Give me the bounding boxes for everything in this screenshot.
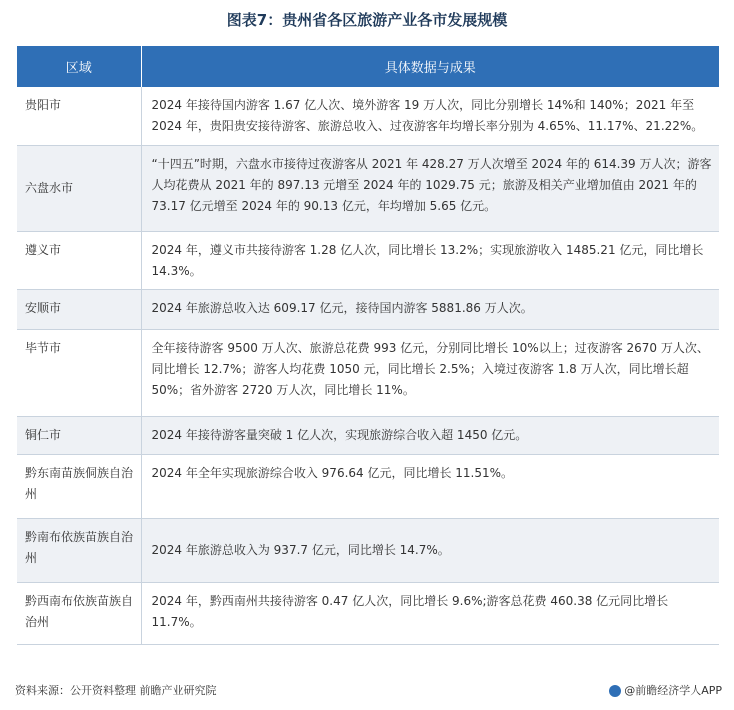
region-cell: 安顺市	[17, 289, 141, 329]
region-cell: 黔东南苗族侗族自治州	[17, 454, 141, 518]
page-title: 图表7：贵州省各区旅游产业各市发展规模	[226, 11, 508, 29]
table-row	[17, 289, 719, 329]
detail-cell: 2024 年旅游总收入为 937.7 亿元，同比增长 14.7%。	[141, 518, 719, 582]
detail-cell: 全年接待游客 9500 万人次、旅游总花费 993 亿元，分别同比增长 10%以上；过夜游客 2670 万人次、同比增长 12.7%；游客人均花费 1050 元，同比增长 2.5%；入境过夜游客 1.8 万人次，同比增长超 50%；省外游客 2720 万人次，同比增长 11%。	[141, 329, 719, 416]
table-row	[17, 145, 719, 231]
table-row	[17, 87, 719, 145]
table-row	[17, 416, 719, 454]
detail-cell: 2024 年，黔西南州共接待游客 0.47 亿人次，同比增长 9.6%;游客总花费 460.38 亿元同比增长 11.7%。	[141, 582, 719, 644]
table-row	[17, 582, 719, 644]
detail-cell: 2024 年接待国内游客 1.67 亿人次、境外游客 19 万人次，同比分别增长 14%和 140%；2021 年至 2024 年，贵阳贵安接待游客、旅游总收入、过夜游客年均增长率分别为 4.65%、11.17%、21.22%。	[141, 87, 719, 145]
region-cell: 毕节市	[17, 329, 141, 416]
detail-cell: 2024 年旅游总收入达 609.17 亿元，接待国内游客 5881.86 万人次。	[141, 289, 719, 329]
data-table	[17, 46, 719, 645]
table-row	[17, 231, 719, 289]
region-cell: 黔西南布依族苗族自治州	[17, 582, 141, 644]
source-note: 资料来源：公开资料整理 前瞻产业研究院	[15, 684, 217, 697]
table-row	[17, 518, 719, 582]
header-detail: 具体数据与成果	[141, 46, 719, 87]
table-header-row	[17, 46, 719, 87]
brand-credit	[609, 683, 722, 699]
region-cell: 贵阳市	[17, 87, 141, 145]
table-row	[17, 329, 719, 416]
header-region: 区域	[17, 46, 141, 87]
region-cell: 铜仁市	[17, 416, 141, 454]
detail-cell: 2024 年全年实现旅游综合收入 976.64 亿元，同比增长 11.51%。	[141, 454, 719, 518]
table-row	[17, 454, 719, 518]
brand-label: @前瞻经济学人APP	[624, 684, 722, 697]
region-cell: 遵义市	[17, 231, 141, 289]
detail-cell: 2024 年接待游客量突破 1 亿人次，实现旅游综合收入超 1450 亿元。	[141, 416, 719, 454]
region-cell: 黔南布依族苗族自治州	[17, 518, 141, 582]
region-cell: 六盘水市	[17, 145, 141, 231]
detail-cell: 2024 年，遵义市共接待游客 1.28 亿人次，同比增长 13.2%；实现旅游收入 1485.21 亿元，同比增长 14.3%。	[141, 231, 719, 289]
detail-cell: “十四五”时期，六盘水市接待过夜游客从 2021 年 428.27 万人次增至 2024 年的 614.39 万人次；游客人均花费从 2021 年的 897.13 元增至 2024 年的 1029.75 元；旅游及相关产业增加值由 2021 年的 73.17 亿元增至 2024 年的 90.13 亿元，年均增加 5.65 亿元。	[141, 145, 719, 231]
brand-logo-icon	[609, 685, 621, 697]
